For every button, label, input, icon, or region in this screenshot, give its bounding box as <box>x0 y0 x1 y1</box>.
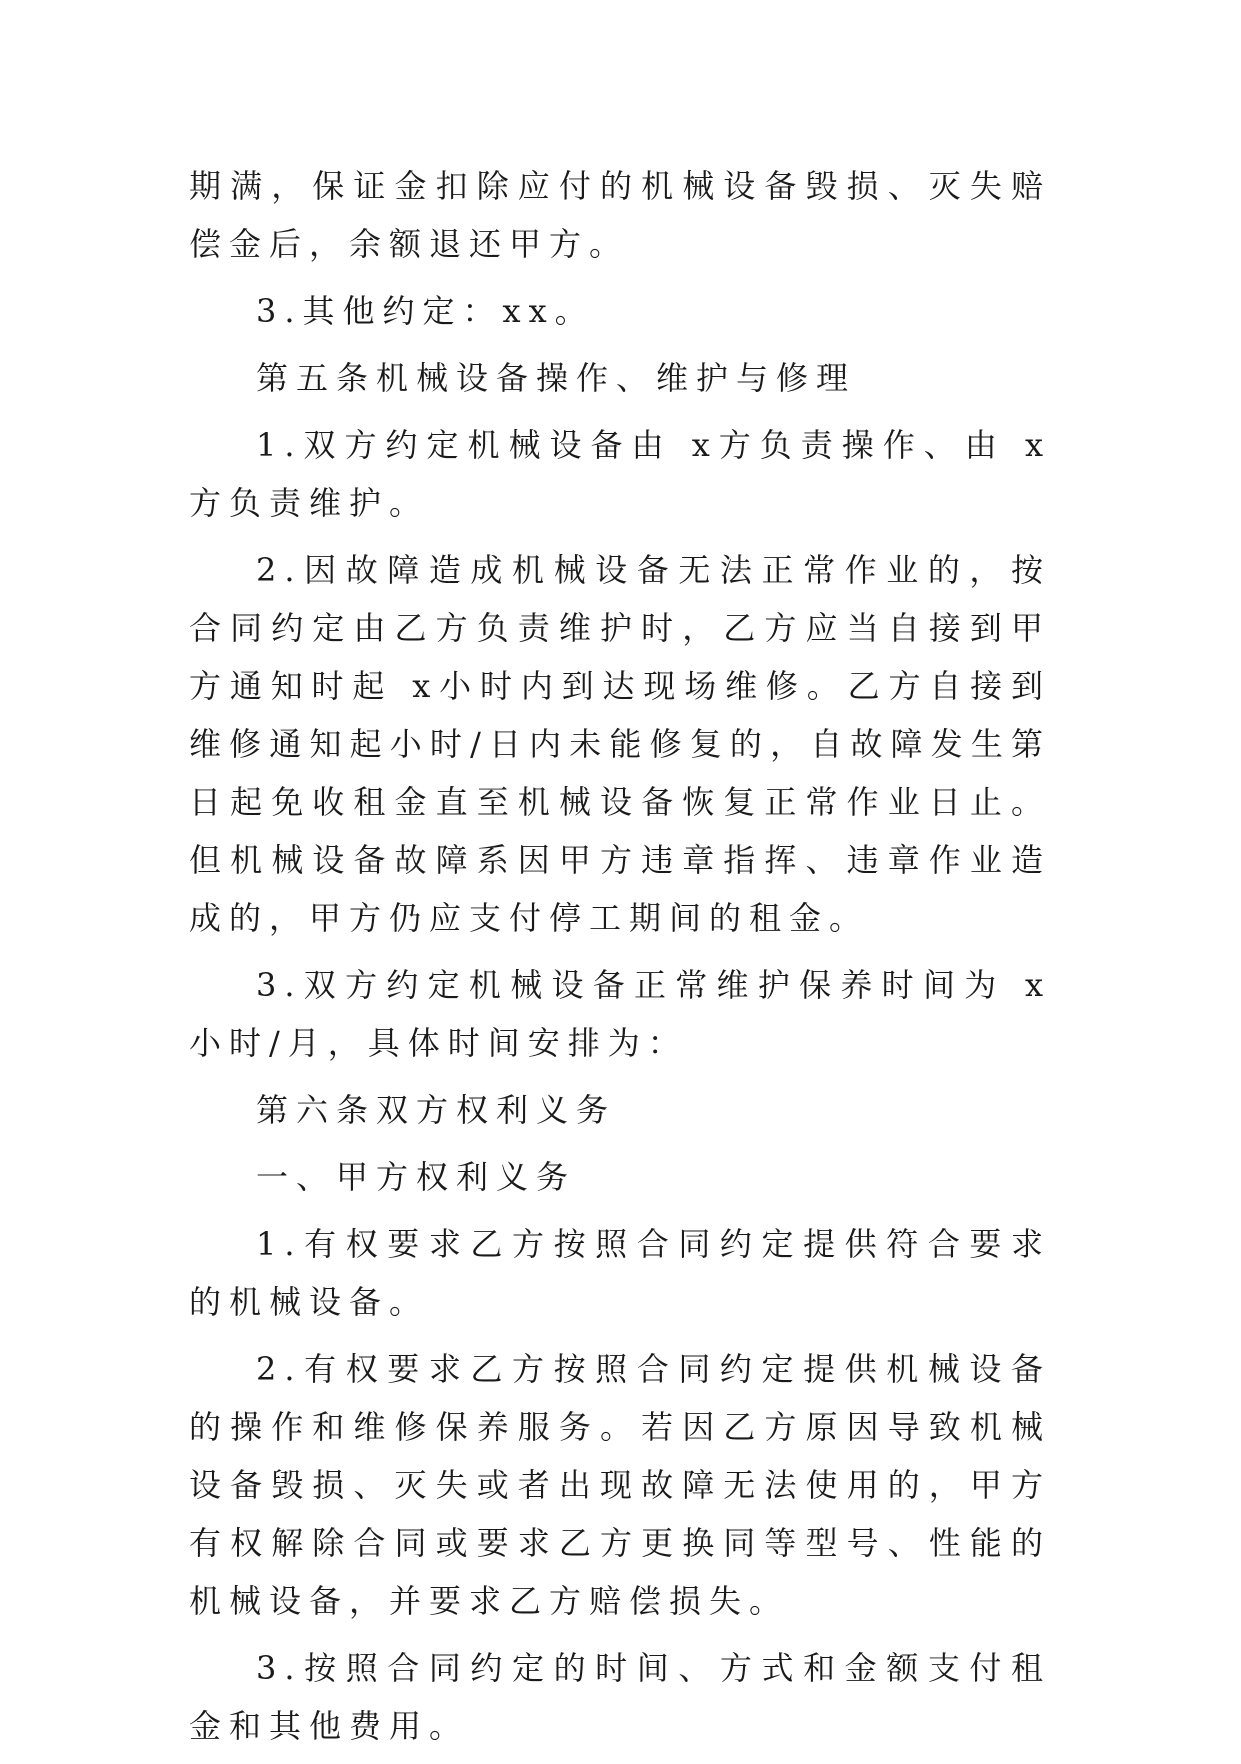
document-body <box>189 157 1051 1764</box>
section-heading: 第五条机械设备操作、维护与修理 <box>256 359 857 397</box>
paragraph: 3.双方约定机械设备正常维护保养时间为 x小时/月，具体时间安排为： <box>189 966 1051 1062</box>
paragraph: 1.有权要求乙方按照合同约定提供符合要求的机械设备。 <box>189 1225 1051 1321</box>
subsection-heading: 一、甲方权利义务 <box>256 1158 577 1196</box>
paragraph: 期满，保证金扣除应付的机械设备毁损、灭失赔偿金后，余额退还甲方。 <box>189 167 1051 263</box>
paragraph: 3.其他约定：xx。 <box>256 292 595 330</box>
paragraph: 1.双方约定机械设备由 x方负责操作、由 x方负责维护。 <box>189 426 1051 522</box>
section-heading: 第六条双方权利义务 <box>256 1091 617 1129</box>
paragraph: 3.按照合同约定的时间、方式和金额支付租金和其他费用。 <box>189 1649 1051 1745</box>
paragraph: 2.因故障造成机械设备无法正常作业的，按合同约定由乙方负责维护时，乙方应当自接到甲方通知时起 x小时内到达现场维修。乙方自接到维修通知起小时/日内未能修复的，自故障发生第日起免收租金直至机械设备恢复正常作业日止。但机械设备故障系因甲方违章指挥、违章作业造成的，甲方仍应支付停工期间的租金。 <box>189 551 1051 937</box>
paragraph: 2.有权要求乙方按照合同约定提供机械设备的操作和维修保养服务。若因乙方原因导致机械设备毁损、灭失或者出现故障无法使用的，甲方有权解除合同或要求乙方更换同等型号、性能的机械设备，并要求乙方赔偿损失。 <box>189 1350 1051 1620</box>
